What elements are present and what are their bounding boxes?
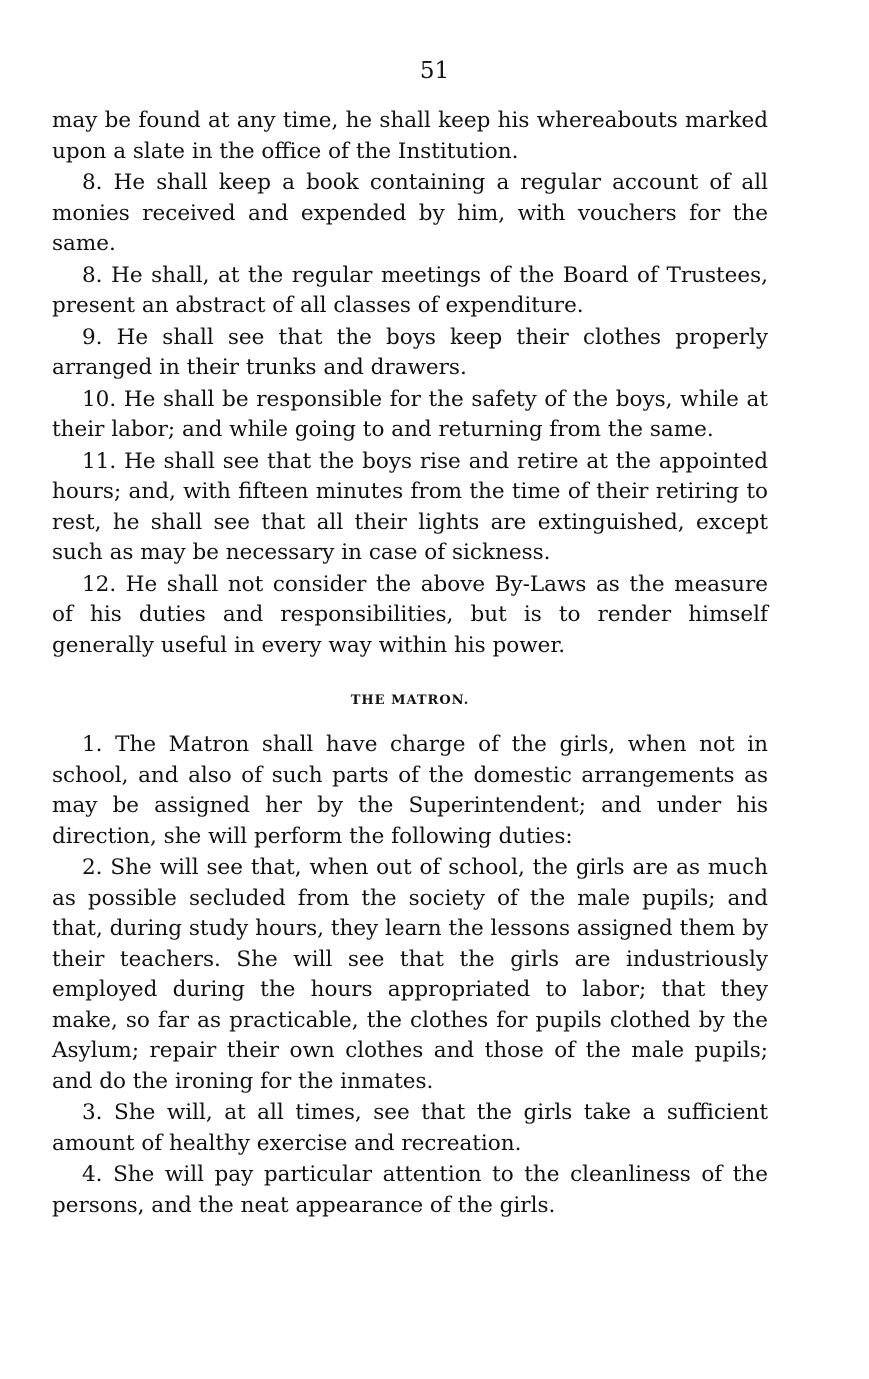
rule-paragraph: 8. He shall keep a book containing a regular account of all monies received and expended by him, with vouchers for the same. — [52, 170, 768, 256]
rule-paragraph: 2. She will see that, when out of school, the girls are as much as possible secluded from the society of the male pupils; and that, during study hours, they learn the lessons assigned them by their teachers. She will see that the girls are industriously employed during the hours appropriated to labor; that they make, so far as practicable, the clothes for pupils clothed by the Asylum; repair their own clothes and those of the male pupils; and do the ironing for the inmates. — [52, 855, 768, 1094]
section-heading-matron: THE MATRON. — [350, 693, 470, 708]
rule-paragraph: 4. She will pay particular attention to the cleanliness of the persons, and the neat appearance of the girls. — [52, 1162, 768, 1218]
rule-paragraph: 9. He shall see that the boys keep their clothes properly arranged in their trunks and drawers. — [52, 324, 768, 380]
rule-paragraph: 11. He shall see that the boys rise and retire at the appointed hours; and, with fifteen minutes from the time of their retiring to rest, he shall see that all their lights are extinguished, except such as may be necessary in case of sickness. — [52, 448, 768, 565]
rule-paragraph: 8. He shall, at the regular meetings of the Board of Trustees, present an abstract of all classes of expenditure. — [52, 262, 768, 318]
page-number: 51 — [419, 58, 450, 84]
matron-rules — [52, 730, 768, 1221]
rule-paragraph: 10. He shall be responsible for the safety of the boys, while at their labor; and while going to and returning from the same. — [52, 386, 768, 442]
matron-heading-block — [52, 693, 768, 708]
rule-paragraph: 12. He shall not consider the above By-Laws as the measure of his duties and responsibilities, but is to render himself generally useful in every way within his power. — [52, 571, 768, 658]
rule-paragraph: 1. The Matron shall have charge of the girls, when not in school, and also of such parts of the domestic arrangements as may be assigned her by the Superintendent; and under his direction, she will perform the following duties: — [52, 732, 768, 849]
superintendent-rules-continued — [52, 106, 768, 661]
continued-paragraph: may be found at any time, he shall keep his whereabouts marked upon a slate in the office of the Institution. — [52, 108, 768, 164]
rule-paragraph: 3. She will, at all times, see that the girls take a sufficient amount of healthy exercise and recreation. — [52, 1100, 768, 1156]
